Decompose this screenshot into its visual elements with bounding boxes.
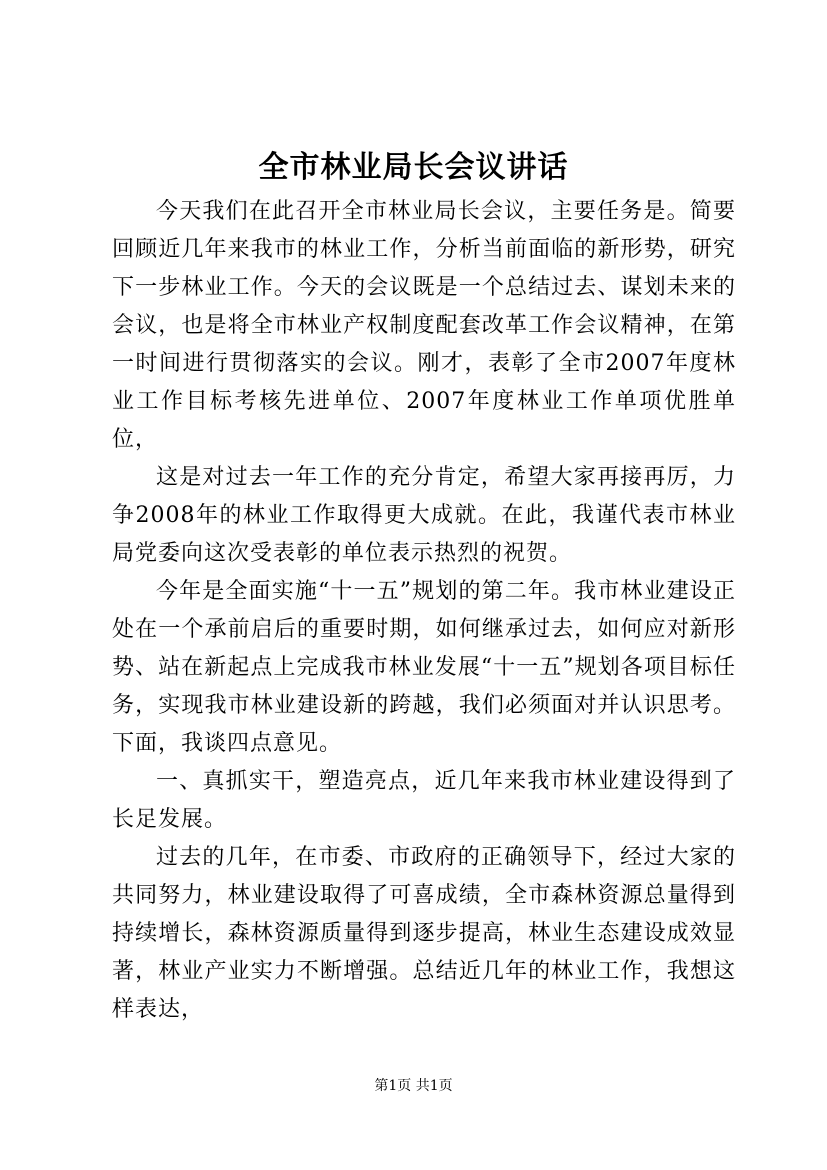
document-title: 全市林业局长会议讲话 <box>258 150 569 185</box>
paragraph-4: 一、真抓实干，塑造亮点，近几年来我市林业建设得到了长足发展。 <box>112 769 736 832</box>
page-footer: 第1页 共1页 <box>374 1078 453 1094</box>
document-body <box>112 193 736 1029</box>
paragraph-5: 过去的几年，在市委、市政府的正确领导下，经过大家的共同努力，林业建设取得了可喜成绩，全市森林资源总量得到持续增长，森林资源质量得到逐步提高，林业生态建设成效显著，林业产业实力不断增强。总结近几年的林业工作，我想这样表达， <box>112 845 736 1022</box>
paragraph-1: 今天我们在此召开全市林业局长会议，主要任务是。简要回顾近几年来我市的林业工作，分析当前面临的新形势，研究下一步林业工作。今天的会议既是一个总结过去、谋划未来的会议，也是将全市林业产权制度配套改革工作会议精神，在第一时间进行贯彻落实的会议。刚才，表彰了全市2007年度林业工作目标考核先进单位、2007年度林业工作单项优胜单位， <box>112 199 736 452</box>
paragraph-3: 今年是全面实施“十一五”规划的第二年。我市林业建设正处在一个承前启后的重要时期，如何继承过去，如何应对新形势、站在新起点上完成我市林业发展“十一五”规划各项目标任务，实现我市林业建设新的跨越，我们必须面对并认识思考。下面，我谈四点意见。 <box>112 579 736 756</box>
paragraph-2: 这是对过去一年工作的充分肯定，希望大家再接再厉，力争2008年的林业工作取得更大成就。在此，我谨代表市林业局党委向这次受表彰的单位表示热烈的祝贺。 <box>112 465 736 566</box>
